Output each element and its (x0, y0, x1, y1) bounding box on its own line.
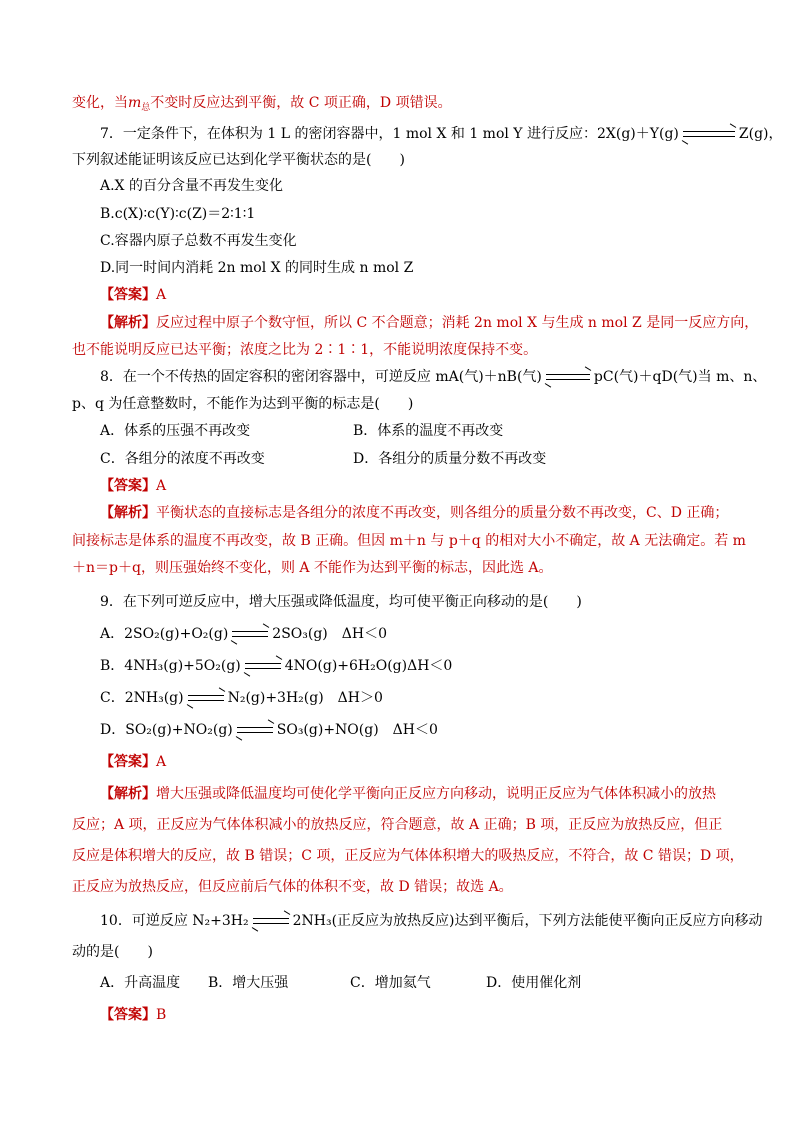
q9-explanation-line4: 正反应为放热反应，但反应前后气体的体积不变，故 D 错误；故选 A。 (72, 879, 513, 895)
answer-value: A (156, 287, 167, 303)
q8-option-a: A．体系的压强不再改变 (100, 423, 251, 439)
explanation-text: 反应过程中原子个数守恒，所以 C 不合题意；消耗 2n mol X 与生成 n mol Z 是同一反应方向， (156, 315, 759, 331)
q9-option-c-products: N₂(g)+3H₂(g) ΔH＞0 (227, 690, 383, 706)
q9-option-b-products: 4NO(g)+6H₂O(g)ΔH＜0 (284, 658, 453, 674)
q10-option-d: D．使用催化剂 (486, 975, 582, 991)
q9-explanation-line3: 反应是体积增大的反应，故 B 错误；C 项，正反应为气体体积增大的吸热反应，不符合，故 C 错误；D 项， (72, 848, 744, 864)
equilibrium-arrow-icon (232, 629, 268, 639)
answer-tag: 【答案】 (100, 1007, 156, 1023)
text-span: 变化，当 (72, 95, 128, 111)
q8-answer (100, 476, 166, 496)
answer-tag: 【答案】 (100, 287, 156, 303)
equilibrium-arrow-icon (546, 372, 590, 382)
q7-option-c: C.容器内原子总数不再发生变化 (100, 233, 297, 249)
explanation-tag: 【解析】 (100, 786, 156, 802)
answer-tag: 【答案】 (100, 478, 156, 494)
q8-explanation-line2: 间接标志是体系的温度不再改变，故 B 正确。但因 m＋n 与 p＋q 的相对大小不确定，故 A 无法确定。若 m (72, 533, 746, 549)
equilibrium-arrow-icon (237, 725, 273, 735)
q9-explanation-line1 (100, 784, 716, 804)
q9-option-c-reactants: C．2NH₃(g) (100, 690, 184, 706)
q8-stem-line1 (100, 367, 766, 387)
q8-stem-product: pC(气)＋qD(气)当 m、n、 (593, 369, 767, 385)
q10-options (100, 973, 700, 993)
q9-option-b (100, 656, 452, 676)
q8-option-d: D．各组分的质量分数不再改变 (353, 451, 547, 467)
q7-stem: 7．一定条件下，在体积为 1 L 的密闭容器中，1 mol X 和 1 mol Y 进行反应：2X(g)＋Y(g) (100, 126, 679, 142)
q9-option-a-reactants: A．2SO₂(g)+O₂(g) (100, 626, 229, 642)
q9-option-a (100, 624, 387, 644)
q7-answer (100, 285, 166, 305)
q10-option-a: A．升高温度 (100, 975, 181, 991)
q7-stem-line1 (100, 124, 783, 144)
q7-explanation-line1 (100, 313, 758, 333)
q7-option-a: A.X 的百分含量不再发生变化 (100, 178, 283, 194)
q7-option-b: B.c(X)∶c(Y)∶c(Z)＝2∶1∶1 (100, 206, 256, 222)
q7-explanation-line2: 也不能说明反应已达平衡；浓度之比为 2∶1∶1，不能说明浓度保持不变。 (72, 342, 538, 358)
equilibrium-arrow-icon (253, 916, 289, 926)
q8-explanation-line1 (100, 503, 728, 523)
q8-explanation-line3: ＋n＝p＋q，则压强始终不变化，则 A 不能作为达到平衡的标志，因此选 A。 (72, 560, 553, 576)
explanation-tag: 【解析】 (100, 505, 156, 521)
q10-stem-cont: 2NH₃(正反应为放热反应)达到平衡后，下列方法能使平衡向正反应方向移动 (292, 913, 763, 929)
answer-value: A (156, 478, 167, 494)
answer-value: B (156, 1007, 167, 1023)
q10-stem-line2: 动的是( ) (72, 944, 153, 960)
q8-stem-line2: p、q 为任意整数时，不能作为达到平衡的标志是( ) (72, 396, 414, 412)
q9-option-d-products: SO₃(g)+NO(g) ΔH＜0 (276, 722, 438, 738)
q7-stem-line2: 下列叙述能证明该反应已达到化学平衡状态的是( ) (72, 152, 405, 168)
equilibrium-arrow-icon (683, 129, 735, 139)
q7-option-d: D.同一时间内消耗 2n mol X 的同时生成 n mol Z (100, 260, 414, 276)
q9-explanation-line2: 反应；A 项，正反应为气体体积减小的放热反应，符合题意，故 A 正确；B 项，正反应为放热反应，但正 (72, 817, 723, 833)
equilibrium-arrow-icon (245, 661, 281, 671)
equilibrium-arrow-icon (188, 693, 224, 703)
answer-tag: 【答案】 (100, 754, 156, 770)
q9-answer (100, 752, 166, 772)
explanation-text: 增大压强或降低温度均可使化学平衡向正反应方向移动，说明正反应为气体体积减小的放热 (156, 786, 716, 802)
explanation-tag: 【解析】 (100, 315, 156, 331)
explanation-text: 平衡状态的直接标志是各组分的浓度不再改变，则各组分的质量分数不再改变，C、D 正确； (156, 505, 729, 521)
answer-value: A (156, 754, 167, 770)
q9-option-b-reactants: B．4NH₃(g)+5O₂(g) (100, 658, 241, 674)
q7-stem-product: Z(g)， (738, 126, 783, 142)
q9-stem: 9．在下列可逆反应中，增大压强或降低温度，均可使平衡正向移动的是( ) (100, 594, 582, 610)
q10-stem: 10．可逆反应 N₂+3H₂ (100, 913, 249, 929)
q8-options-row2 (100, 449, 700, 469)
symbol-m: m (128, 95, 142, 111)
q9-option-c (100, 688, 383, 708)
q8-stem: 8．在一个不传热的固定容积的密闭容器中，可逆反应 mA(气)＋nB(气) (100, 369, 542, 385)
text-span: 不变时反应达到平衡，故 C 项正确，D 项错误。 (150, 95, 452, 111)
q8-option-b: B．体系的温度不再改变 (353, 423, 504, 439)
q8-option-c: C．各组分的浓度不再改变 (100, 451, 265, 467)
q8-options-row1 (100, 421, 700, 441)
q9-option-d-reactants: D．SO₂(g)+NO₂(g) (100, 722, 233, 738)
q10-option-c: C．增加氦气 (350, 975, 431, 991)
q9-option-a-products: 2SO₃(g) ΔH＜0 (272, 626, 387, 642)
q10-stem-line1 (100, 911, 763, 931)
q10-option-b: B．增大压强 (208, 975, 289, 991)
text-line (72, 93, 452, 118)
q9-option-d (100, 720, 438, 740)
subscript: 总 (141, 103, 151, 113)
q10-answer (100, 1005, 166, 1025)
